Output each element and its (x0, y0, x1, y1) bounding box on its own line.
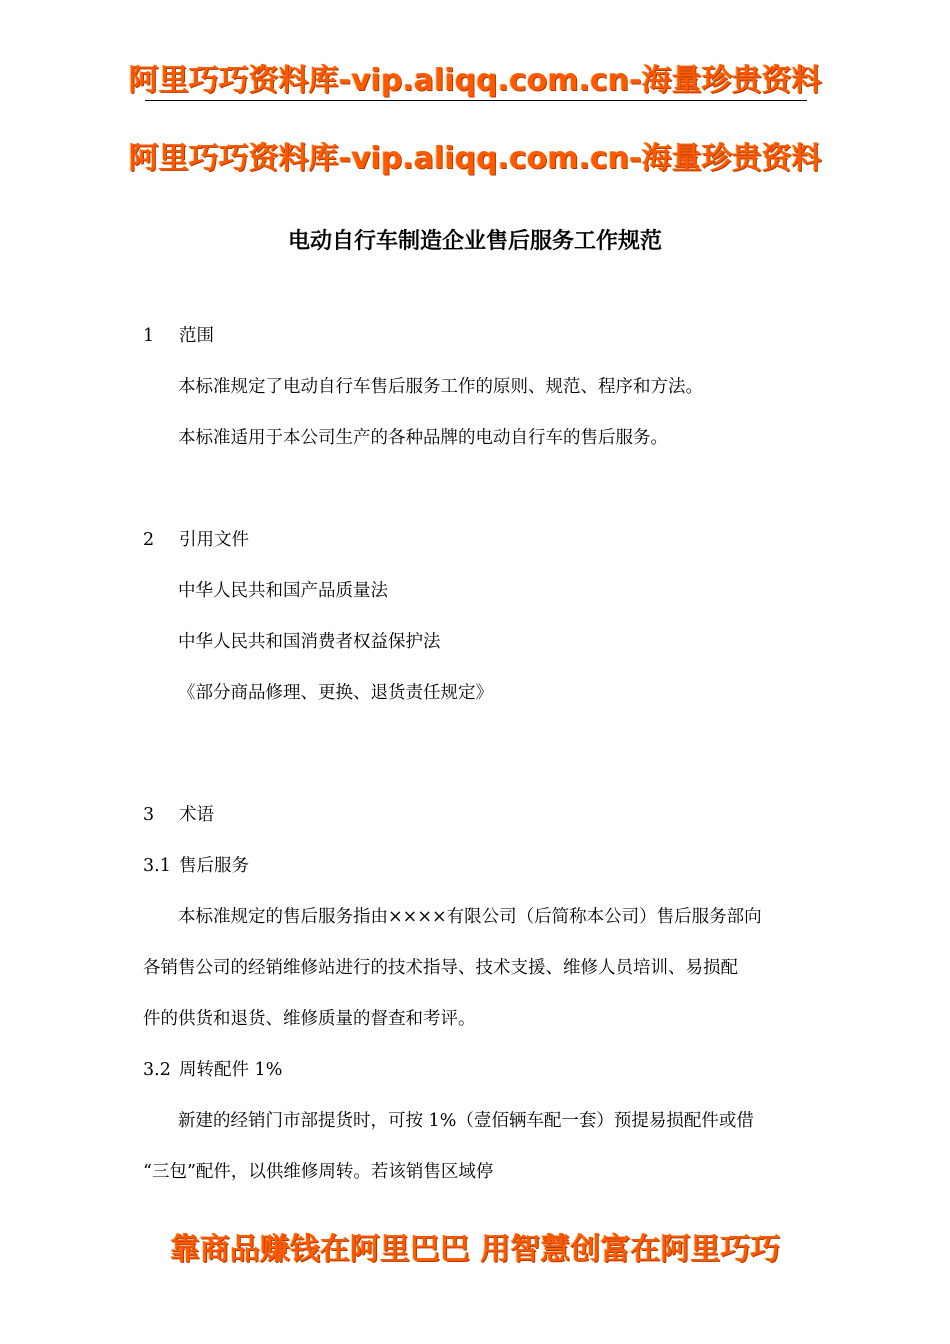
subsection-title: 周转配件 1% (179, 1060, 283, 1080)
paragraph-line: 本标准规定的售后服务指由××××有限公司（后简称本公司）售后服务部向 (178, 907, 762, 927)
document-title: 电动自行车制造企业售后服务工作规范 (287, 229, 662, 254)
section-number: 2 (143, 530, 155, 550)
reference-item: 《部分商品修理、更换、退货责任规定》 (178, 683, 493, 703)
header-rule (145, 100, 807, 101)
reference-item: 中华人民共和国产品质量法 (178, 581, 388, 601)
subsection-3-2-heading (143, 1057, 282, 1083)
section-number: 3 (143, 805, 155, 825)
paragraph: 本标准规定了电动自行车售后服务工作的原则、规范、程序和方法。 (178, 377, 703, 397)
section-title: 术语 (179, 805, 214, 825)
subsection-number: 3.2 (143, 1060, 171, 1080)
reference-item: 中华人民共和国消费者权益保护法 (178, 632, 441, 652)
section-title: 范围 (179, 326, 214, 346)
paragraph-line: 各销售公司的经销维修站进行的技术指导、技术支援、维修人员培训、易损配 (143, 958, 738, 978)
paragraph-line: 件的供货和退货、维修质量的督查和考评。 (143, 1009, 476, 1029)
subsection-title: 售后服务 (179, 856, 249, 876)
footer-banner: 靠商品赚钱在阿里巴巴 用智慧创富在阿里巧巧 (169, 1232, 781, 1267)
header-banner: 阿里巧巧资料库-vip.aliqq.com.cn-海量珍贵资料 (128, 63, 822, 98)
section-title: 引用文件 (179, 530, 249, 550)
section-1-heading (143, 323, 214, 349)
section-3-heading (143, 802, 214, 828)
paragraph-line: 新建的经销门市部提货时，可按 1%（壹佰辆车配一套）预提易损配件或借 (178, 1111, 754, 1131)
section-2-heading (143, 527, 249, 553)
paragraph-line: “三包”配件，以供维修周转。若该销售区域停 (143, 1162, 494, 1182)
paragraph: 本标准适用于本公司生产的各种品牌的电动自行车的售后服务。 (178, 428, 668, 448)
section-number: 1 (143, 326, 155, 346)
sub-banner: 阿里巧巧资料库-vip.aliqq.com.cn-海量珍贵资料 (128, 141, 822, 176)
subsection-3-1-heading (143, 853, 249, 879)
subsection-number: 3.1 (143, 856, 171, 876)
